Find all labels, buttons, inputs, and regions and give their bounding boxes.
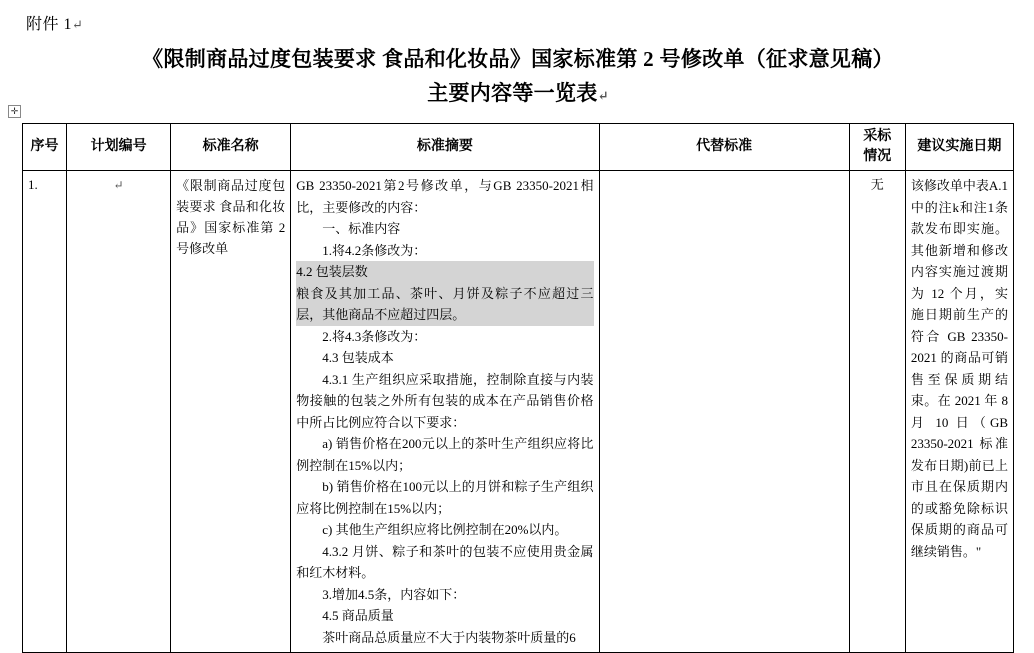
abstract-paragraph: 4.2 包装层数	[296, 261, 593, 283]
abstract-paragraph: 4.5 商品质量	[322, 608, 394, 623]
paragraph-mark: ↵	[72, 17, 84, 32]
cell-replaced-std	[599, 171, 849, 653]
abstract-paragraph: c) 其他生产组织应将比例控制在20%以内。	[322, 522, 568, 537]
adopt-status-line2: 情况	[863, 149, 892, 164]
cell-abstract	[291, 171, 599, 653]
column-header-replaced-std: 代替标准	[599, 124, 849, 171]
column-header-plan-no: 计划编号	[67, 124, 171, 171]
page-subtitle-text: 主要内容等一览表	[427, 81, 598, 105]
attachment-label-text: 附件 1	[26, 16, 73, 33]
abstract-paragraph: 4.3 包装成本	[322, 350, 394, 365]
suggested-date-text: 该修改单中表A.1中的注k和注1条款发布即实施。其他新增和修改内容实施过渡期为 12 个月，实施日期前生产的符合 GB 23350-2021 的商品可销售至保质期结束。在 2021 年 8 月 10 日（GB 23350-2021 标准发布日期)前已上市且在保质期内的或豁免除标识保质期的商品可继续销售。"	[910, 178, 1008, 559]
abstract-paragraph: 茶叶商品总质量应不大于内装物茶叶质量的6	[322, 629, 576, 645]
cell-suggested-date	[905, 171, 1013, 653]
abstract-paragraph: 粮食及其加工品、茶叶、月饼及粽子不应超过三层，其他商品不应超过四层。	[296, 283, 593, 326]
table-row	[23, 171, 1014, 653]
column-header-seq: 序号	[23, 124, 67, 171]
summary-table	[22, 123, 1014, 653]
cell-adopt-status: 无	[849, 171, 905, 653]
page-title: 《限制商品过度包装要求 食品和化妆品》国家标准第 2 号修改单（征求意见稿）	[142, 47, 894, 71]
attachment-label	[26, 14, 1014, 36]
paragraph-mark-subtitle: ↵	[597, 88, 609, 103]
cell-std-name	[171, 171, 291, 653]
table-header-row	[23, 124, 1014, 171]
abstract-paragraph: 4.3.1 生产组织应采取措施，控制除直接与内装物接触的包装之外所有包装的成本在产品销售价格中所占比例应符合以下要求：	[296, 371, 594, 430]
column-header-abstract: 标准摘要	[291, 124, 599, 171]
abstract-paragraph: 2.将4.3条修改为：	[322, 328, 427, 344]
cell-plan-no	[67, 171, 171, 653]
abstract-text	[296, 175, 593, 648]
column-header-suggested-date: 建议实施日期	[905, 124, 1013, 171]
abstract-paragraph: GB 23350-2021第2号修改单，与GB 23350-2021相比，主要修改的内容：	[296, 178, 594, 215]
cell-plan-no-mark: ↵	[113, 178, 124, 192]
table-container	[10, 106, 1014, 653]
abstract-paragraph: 一、标准内容	[322, 221, 401, 236]
column-header-std-name: 标准名称	[171, 124, 291, 171]
cell-seq: 1.	[23, 171, 67, 653]
abstract-paragraph: b) 销售价格在100元以上的月饼和粽子生产组织应将比例控制在15%以内；	[296, 479, 594, 516]
abstract-paragraph: 4.3.2 月饼、粽子和茶叶的包装不应使用贵金属和红木材料。	[296, 543, 594, 580]
column-header-adopt-status	[849, 124, 905, 171]
table-move-handle-icon[interactable]: ✛	[8, 105, 21, 118]
abstract-paragraph: a) 销售价格在200元以上的茶叶生产组织应将比例控制在15%以内；	[296, 436, 594, 473]
abstract-paragraph: 3.增加4.5条，内容如下：	[322, 586, 466, 602]
std-name-text: 《限制商品过度包装要求 食品和化妆品》国家标准第 2 号修改单	[176, 178, 286, 256]
abstract-paragraph: 1.将4.2条修改为：	[322, 242, 427, 258]
page-subtitle	[22, 76, 1014, 113]
adopt-status-line1: 采标	[863, 129, 892, 144]
